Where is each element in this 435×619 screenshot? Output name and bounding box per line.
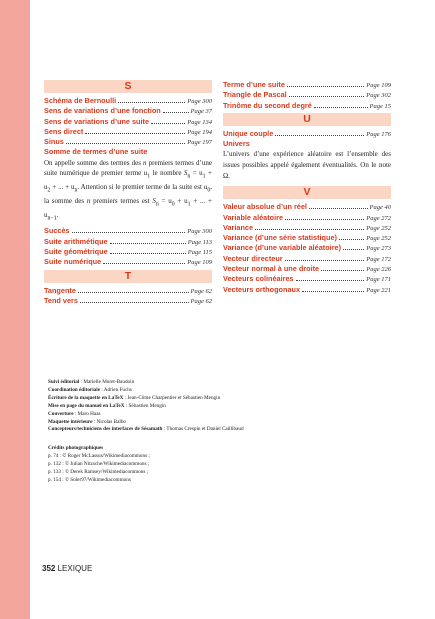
section-letter-s: S [44, 80, 212, 93]
credit-line: Maquette intérieure : Nicolas Balbo [48, 418, 127, 425]
index-term: Variable aléatoire [223, 212, 284, 222]
page-ref: Page 15 [369, 102, 391, 110]
page-ref: Page 171 [366, 276, 391, 284]
leader-dots [339, 239, 364, 240]
section-letter-u: U [223, 113, 391, 126]
index-term: Sens de variations d’une fonction [44, 106, 161, 116]
definition-text: L’univers d’une expérience aléatoire est l’ensemble des issues possibles appelé également éventualités. On le note Ω. [223, 150, 391, 180]
index-term: Variance [223, 222, 254, 232]
index-term: Vecteur normal à une droite [223, 264, 320, 274]
index-entry[interactable] [223, 285, 391, 295]
index-term: Sens direct [44, 126, 84, 136]
photo-credits [48, 445, 248, 485]
index-term: Triangle de Pascal [223, 90, 287, 100]
index-entry[interactable] [223, 223, 391, 233]
index-entry[interactable] [223, 264, 391, 274]
page-ref: Page 62 [190, 297, 212, 305]
page-ref: Page 134 [187, 118, 212, 126]
index-term: Terme d’une suite [223, 80, 285, 89]
credit-line: Couverture : Maro Haas [48, 410, 101, 417]
index-entry[interactable] [44, 296, 212, 306]
definition-heading: Somme de termes d’une suite [44, 147, 148, 157]
page-ref: Page 226 [366, 266, 391, 274]
page-ref: Page 272 [366, 214, 391, 222]
index-term: Vecteurs orthogonaux [223, 284, 301, 294]
index-term: Valeur absolue d’un réel [223, 202, 307, 212]
index-entry[interactable] [44, 286, 212, 296]
index-term: Variance (d’une série statistique) [223, 233, 337, 243]
definition-heading: Univers [223, 139, 250, 149]
leader-dots [80, 302, 189, 303]
index-entry[interactable] [223, 274, 391, 284]
leader-dots [302, 291, 364, 292]
index-entry[interactable] [44, 117, 212, 127]
leader-dots [321, 270, 364, 271]
photo-credit-line: p. 132 : © Julian Nitzsche/Wikimediacommons ; [48, 460, 150, 467]
section-letter-v: V [223, 186, 391, 199]
credit-line: Concepteurs/techniciens des interfaces de Sésamath : Thomas Crespin et Daniel Caillibaud [48, 426, 244, 433]
page-ref: Page 300 [187, 98, 212, 105]
leader-dots [287, 86, 364, 87]
leader-dots [72, 232, 186, 233]
photo-credits-title: Crédits photographiques [48, 445, 104, 451]
index-term: Suite numérique [44, 257, 102, 267]
page-ref: Page 37 [190, 108, 212, 116]
index-entry[interactable] [44, 257, 212, 267]
leader-dots [343, 249, 364, 250]
leader-dots [118, 102, 185, 103]
page-ref: Page 109 [366, 82, 391, 89]
leader-dots [163, 112, 189, 113]
editorial-credits [48, 379, 408, 434]
credit-line: Suivi éditorial : Marielle Muret-Baudoin [48, 379, 135, 385]
page-ref: Page 113 [187, 238, 212, 246]
index-entry[interactable] [44, 237, 212, 247]
leader-dots [275, 135, 364, 136]
left-column [44, 80, 212, 306]
index-entry[interactable] [223, 101, 391, 111]
page-ref: Page 252 [366, 235, 391, 243]
credit-line: Coordination éditoriale : Adrien Fuchs [48, 386, 132, 393]
photo-credit-line: p. 154 : © Soler97/Wikimediacommons [48, 476, 131, 483]
leader-dots [289, 96, 365, 97]
leader-dots [66, 143, 185, 144]
index-entry[interactable] [223, 80, 391, 90]
leader-dots [78, 292, 189, 293]
index-term: Schéma de Bernoulli [44, 96, 117, 105]
page-ref: Page 62 [190, 287, 212, 295]
index-term: Vecteurs colinéaires [223, 274, 294, 284]
leader-dots [285, 260, 365, 261]
leader-dots [103, 263, 185, 264]
index-entry[interactable] [44, 137, 212, 147]
page-ref: Page 109 [187, 259, 212, 267]
right-column [223, 80, 391, 295]
leader-dots [85, 133, 185, 134]
definition-text: On appelle somme des termes des n premiers termes d’une suite numérique de premier terme $u_1$ le nombre $S_n = u_1 + u_2$ + ... + $u_n$. Attention si le premier terme de la suite est $u_0$, la somme des n premiers termes est $S_n = u_0 + u_1$ + ... + $u_{n-1}$. [44, 158, 212, 222]
index-term: Sinus [44, 137, 64, 147]
page-ref: Page 273 [366, 245, 391, 253]
index-term: Variance (d’une variable aléatoire) [223, 243, 342, 253]
page-ref: Page 302 [366, 92, 391, 100]
leader-dots [255, 229, 364, 230]
footer-label: LEXIQUE [57, 564, 93, 573]
index-term: Vecteur directeur [223, 253, 283, 263]
index-entry[interactable] [223, 254, 391, 264]
page-margin-bar [0, 0, 30, 619]
page-ref: Page 252 [366, 224, 391, 232]
index-term: Suite géométrique [44, 246, 108, 256]
leader-dots [151, 123, 185, 124]
page-ref: Page 40 [369, 204, 391, 212]
index-entry[interactable] [223, 233, 391, 243]
page-ref: Page 172 [366, 255, 391, 263]
leader-dots [309, 208, 368, 209]
page-ref: Page 197 [187, 139, 212, 147]
index-entry[interactable] [44, 96, 212, 106]
page-ref: Page 176 [366, 130, 391, 138]
index-entry[interactable] [44, 106, 212, 116]
leader-dots [314, 107, 368, 108]
index-entry[interactable] [223, 213, 391, 223]
index-entry[interactable] [44, 226, 212, 236]
leader-dots [285, 219, 364, 220]
photo-credit-line: p. 133 : © Derek Ramsey/Wikimediacommons ; [48, 468, 149, 475]
credit-line: Mise en page du manuel en LaTeX : Sébastien Mengin [48, 402, 166, 409]
index-term: Sens de variations d’une suite [44, 116, 150, 126]
page-ref: Page 194 [187, 128, 212, 136]
index-term: Succès [44, 226, 70, 236]
leader-dots [110, 243, 186, 244]
index-term: Tend vers [44, 295, 78, 305]
page-footer [42, 564, 92, 573]
photo-credit-line: p. 74 : © Roger McLassus/Wikimediacommons ; [48, 452, 150, 459]
index-entry[interactable] [223, 202, 391, 212]
leader-dots [110, 253, 186, 254]
index-entry[interactable] [44, 247, 212, 257]
credit-line: Écriture de la maquette en LaTeX : Jean-Côme Charpentier et Sébastien Mengin [48, 394, 221, 401]
index-entry[interactable] [223, 90, 391, 100]
page-ref: Page 115 [187, 248, 212, 256]
index-entry[interactable] [223, 243, 391, 253]
section-letter-t: T [44, 270, 212, 283]
index-term: Unique couple [223, 128, 274, 138]
index-term: Trinôme du second degré [223, 100, 312, 110]
index-term: Tangente [44, 285, 76, 295]
page-ref: Page 221 [366, 286, 391, 294]
page-ref: Page 300 [187, 228, 212, 236]
index-term: Suite arithmétique [44, 236, 108, 246]
index-entry[interactable] [44, 127, 212, 137]
index-entry[interactable] [223, 129, 391, 139]
leader-dots [296, 280, 365, 281]
page-number: 352 [42, 564, 56, 573]
